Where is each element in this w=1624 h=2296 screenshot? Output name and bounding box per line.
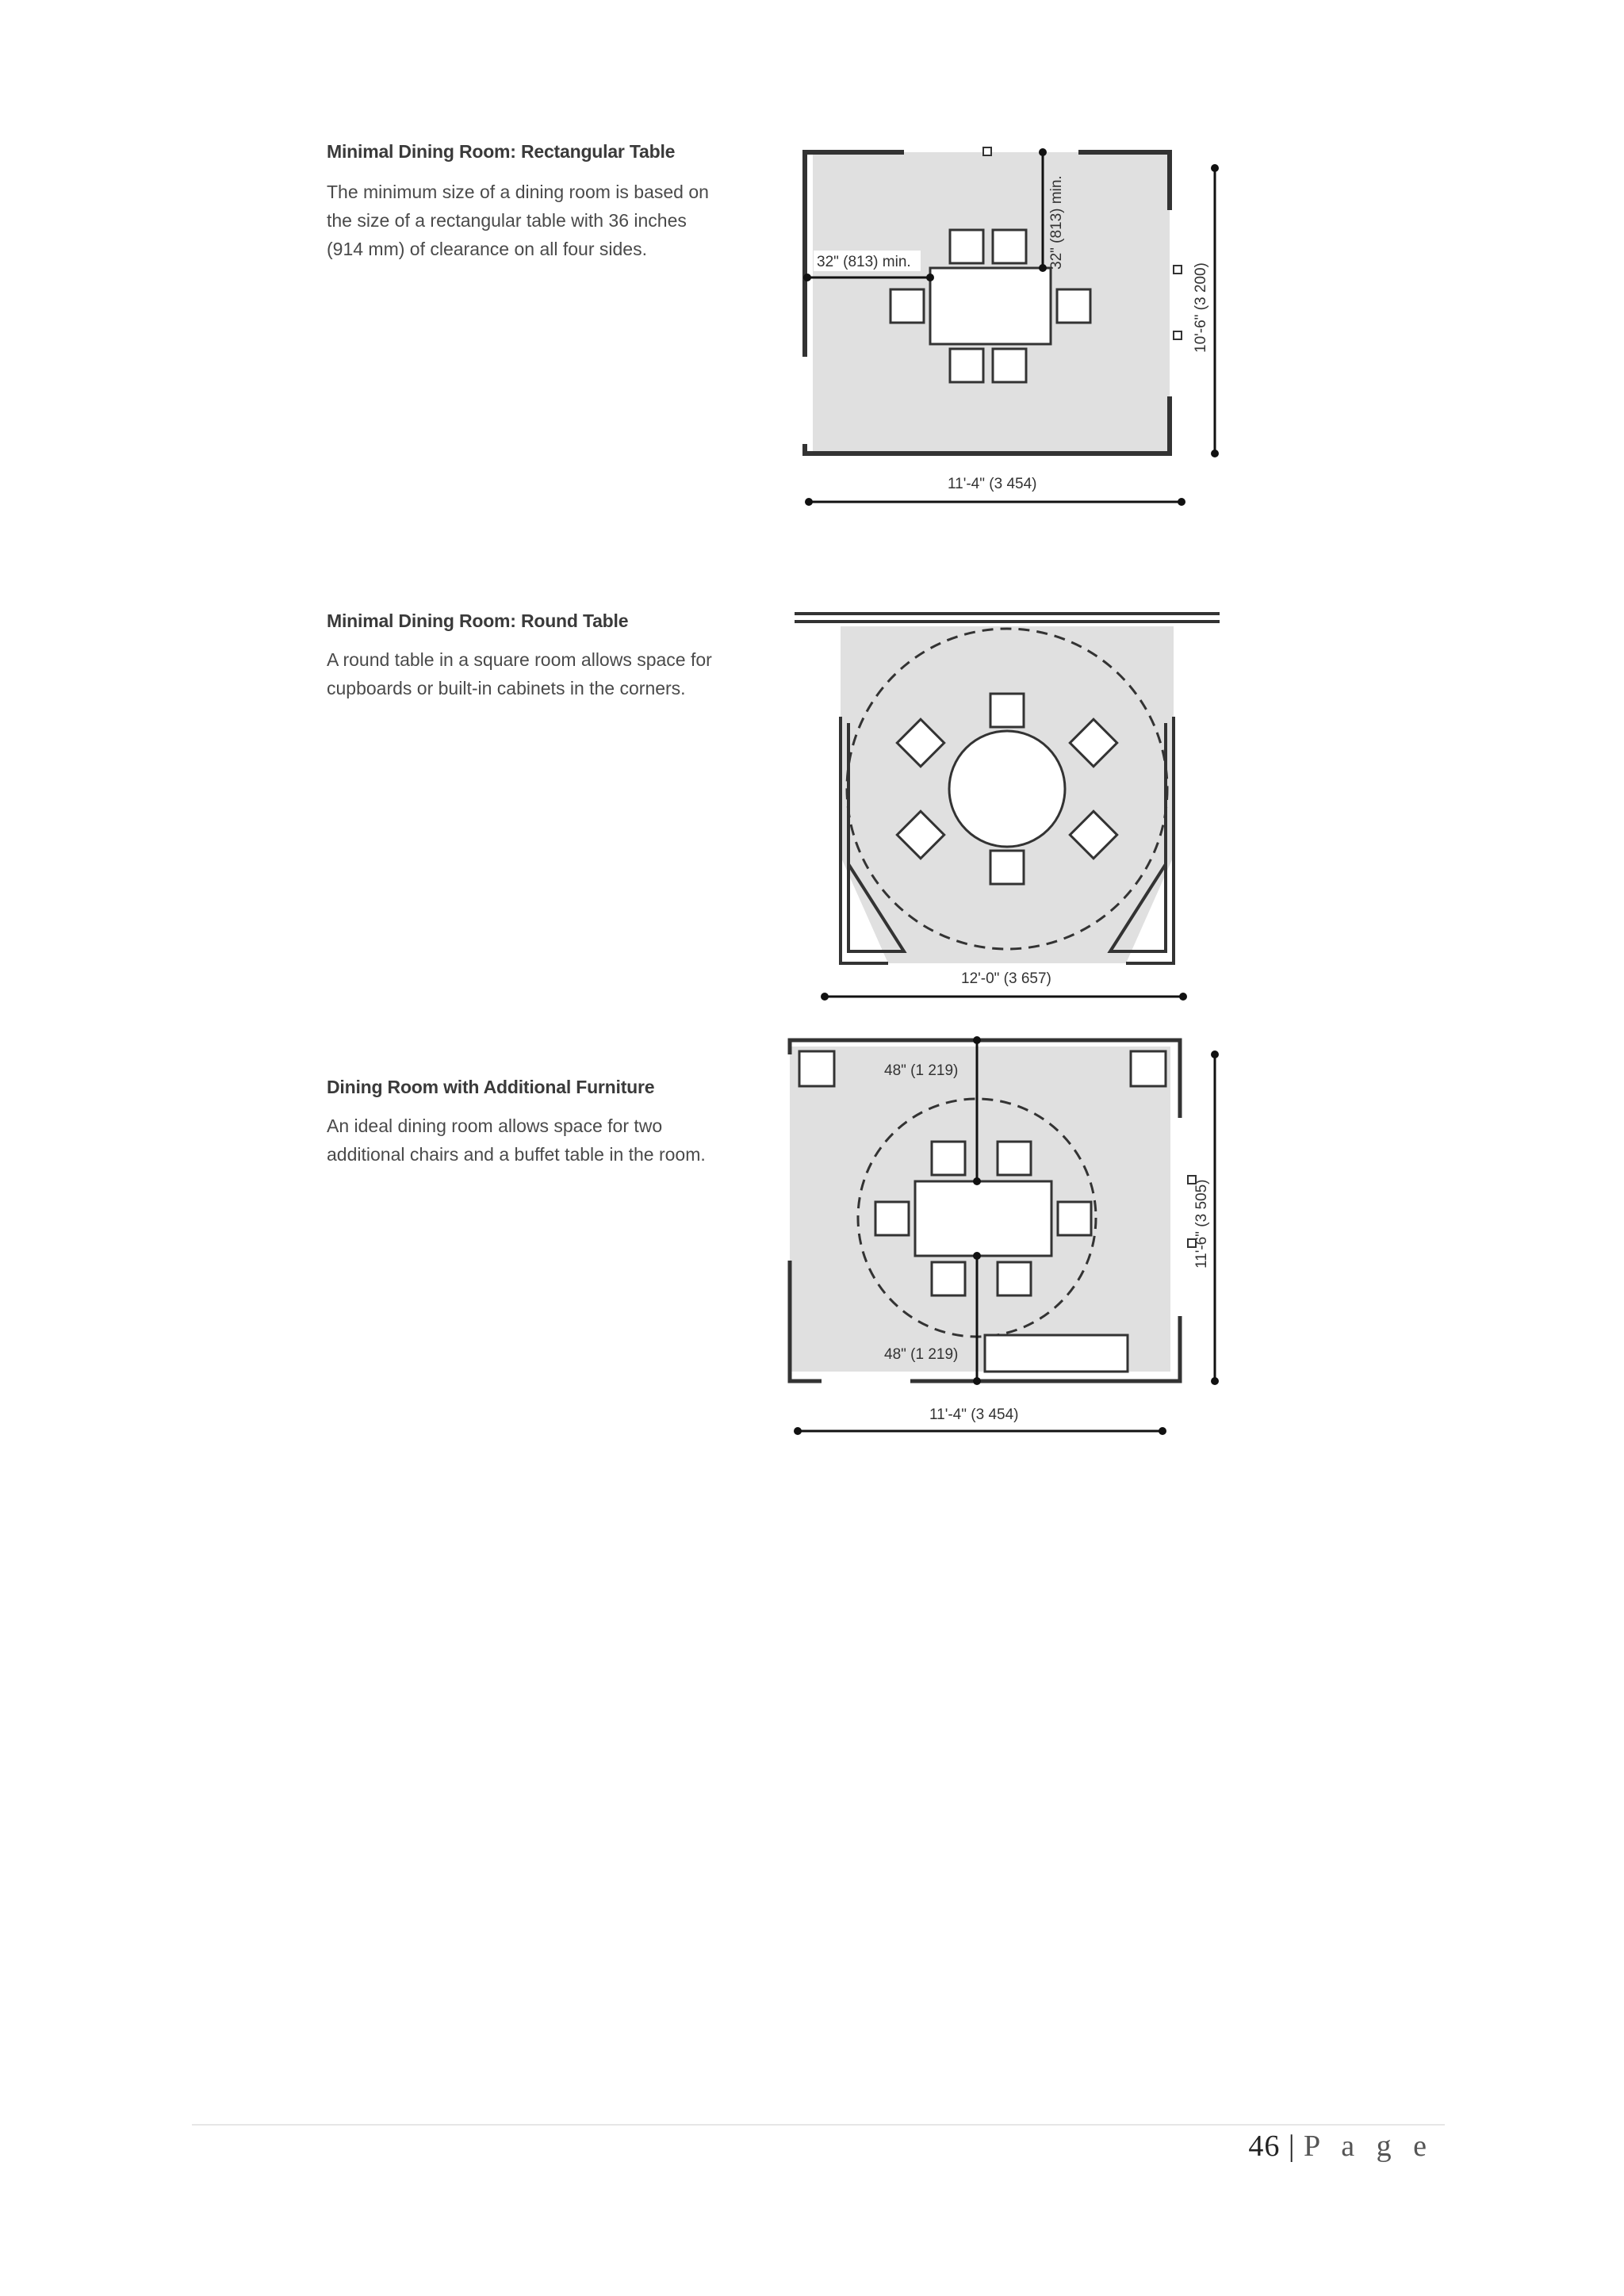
floor-plan-round <box>785 603 1229 1015</box>
label-clearance-side: 32" (813) min. <box>817 254 911 270</box>
section-body-rectangular: The minimum size of a dining room is based on the size of a rectangular table with 36 inches (914 mm) of clearance on all four sides. <box>327 182 709 259</box>
section-body-round: A round table in a square room allows space for cupboards or built-in cabinets in the corners. <box>327 649 712 698</box>
label-clearance-bottom: 48" (1 219) <box>884 1346 959 1363</box>
section-body-additional: An ideal dining room allows space for two additional chairs and a buffet table in the room. <box>327 1115 706 1165</box>
footer-divider <box>192 2124 1445 2126</box>
floor-plan-additional <box>777 1031 1229 1443</box>
section-title-rectangular: Minimal Dining Room: Rectangular Table <box>327 141 676 162</box>
label-room-height: 10'-6" (3 200) <box>1193 262 1209 353</box>
label-room-width: 11'-4" (3 454) <box>929 1406 1019 1423</box>
section-title-round: Minimal Dining Room: Round Table <box>327 610 629 631</box>
page-footer <box>1248 2129 1434 2164</box>
label-room-height: 11'-6" (3 505) <box>1193 1179 1210 1269</box>
buffet-table <box>985 1335 1128 1372</box>
rectangular-table <box>915 1181 1051 1256</box>
floor-plan-rectangular <box>785 135 1229 515</box>
section-title-additional: Dining Room with Additional Furniture <box>327 1077 655 1097</box>
label-clearance-top: 48" (1 219) <box>884 1062 959 1079</box>
page-number: 46 <box>1248 2130 1281 2163</box>
label-room-width: 11'-4" (3 454) <box>948 476 1037 492</box>
label-clearance-top: 32" (813) min. <box>1048 175 1065 270</box>
label-room-width: 12'-0" (3 657) <box>961 970 1051 987</box>
page-separator: | <box>1288 2130 1296 2163</box>
rectangular-table <box>930 268 1051 344</box>
page-word: P a g e <box>1304 2130 1434 2163</box>
round-table <box>949 731 1065 847</box>
